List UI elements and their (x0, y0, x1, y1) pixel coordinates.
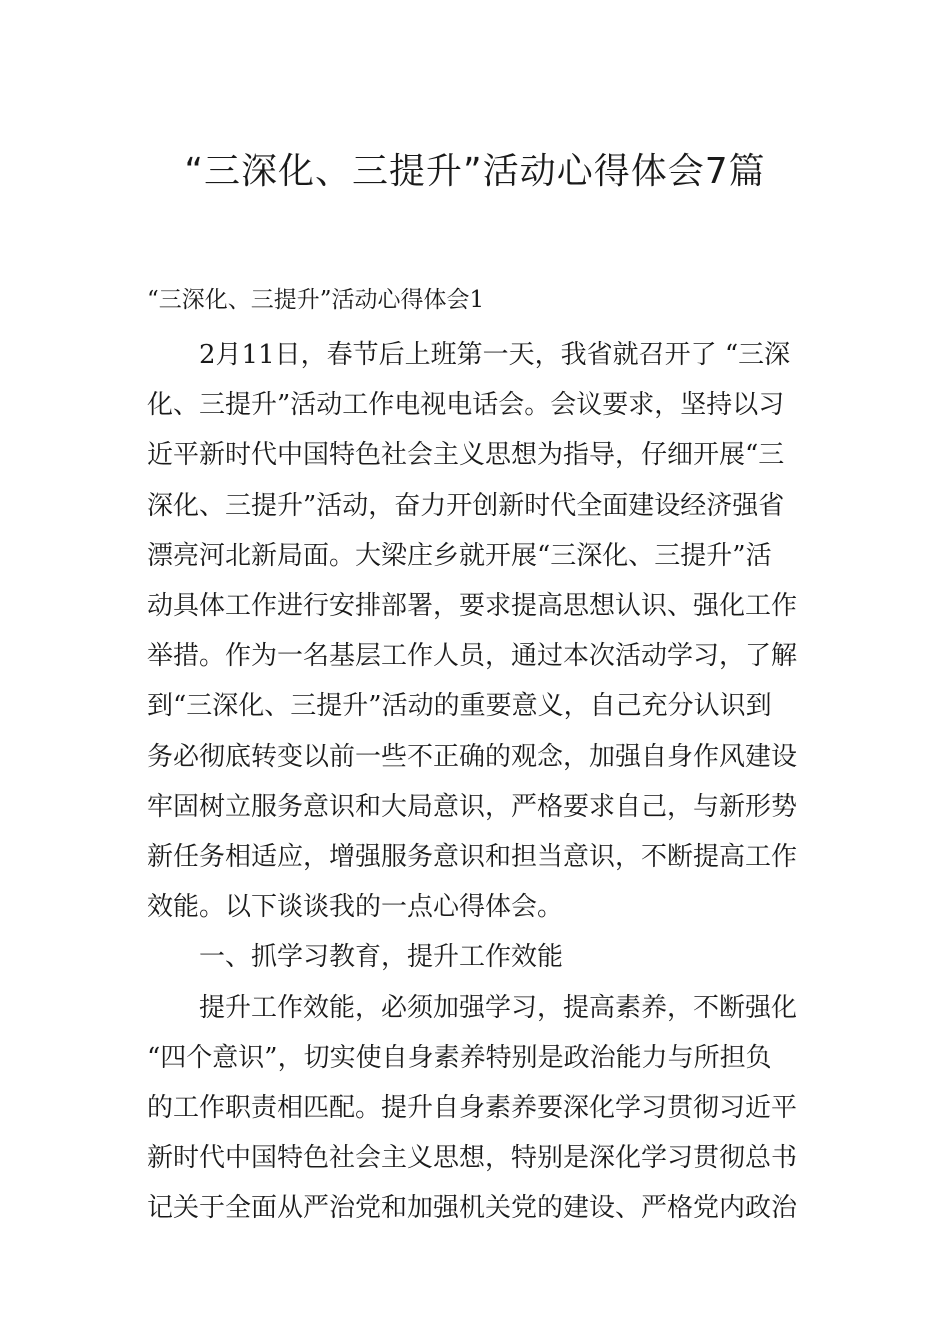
paragraph-line: 近平新时代中国特色社会主义思想为指导，仔细开展“三 (147, 440, 785, 471)
paragraph-line: 牢固树立服务意识和大局意识，严格要求自己，与新形势 (147, 791, 798, 822)
paragraph-line: “四个意识”，切实使自身素养特别是政治能力与所担负 (147, 1042, 772, 1073)
paragraph-2 (147, 983, 805, 1234)
paragraph-line: 2月11日，春节后上班第一天，我省就召开了 “三深 (199, 340, 791, 370)
paragraph-line: 漂亮河北新局面。大梁庄乡就开展“三深化、三提升”活 (147, 540, 772, 571)
paragraph-line: 深化、三提升”活动，奋力开创新时代全面建设经济强省 (147, 490, 785, 521)
section-heading-text: 一、抓学习教育，提升工作效能 (199, 942, 564, 973)
paragraph-line: 动具体工作进行安排部署，要求提高思想认识、强化工作 (147, 591, 798, 622)
paragraph-line: 记关于全面从严治党和加强机关党的建设、严格党内政治 (147, 1193, 798, 1224)
paragraph-line: 新时代中国特色社会主义思想，特别是深化学习贯彻总书 (147, 1143, 798, 1174)
paragraph-line: 效能。以下谈谈我的一点心得体会。 (147, 892, 564, 923)
document-body (147, 330, 805, 1234)
paragraph-line: 务必彻底转变以前一些不正确的观念，加强自身作风建设 (147, 741, 798, 772)
section-heading-1 (147, 932, 805, 982)
paragraph-1 (147, 330, 805, 932)
document-title: “三深化、三提升”活动心得体会7篇 (184, 151, 766, 192)
article-subtitle: “三深化、三提升”活动心得体会1 (147, 287, 485, 313)
paragraph-line: 提升工作效能，必须加强学习，提高素养，不断强化 (199, 992, 798, 1023)
paragraph-line: 举措。作为一名基层工作人员，通过本次活动学习，了解 (147, 641, 798, 672)
paragraph-line: 的工作职责相匹配。提升自身素养要深化学习贯彻习近平 (147, 1093, 798, 1124)
paragraph-line: 到“三深化、三提升”活动的重要意义，自己充分认识到 (147, 691, 772, 722)
paragraph-line: 化、三提升”活动工作电视电话会。会议要求，坚持以习 (147, 390, 785, 421)
paragraph-line: 新任务相适应，增强服务意识和担当意识，不断提高工作 (147, 842, 798, 873)
